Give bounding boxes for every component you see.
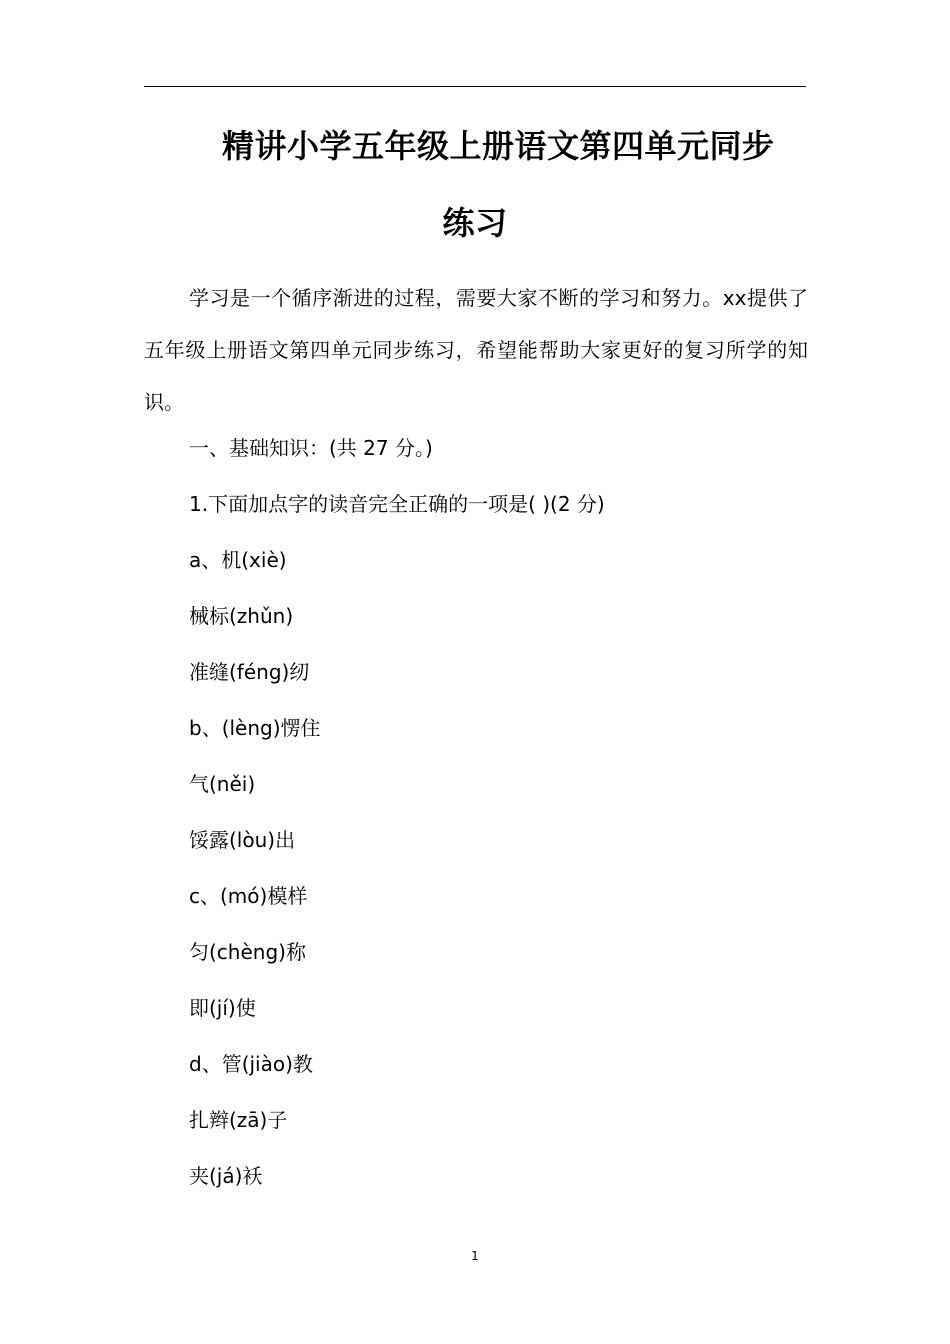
- option-d-line-1: d、管(jiào)教: [189, 1052, 313, 1076]
- option-a-line-3: 准缝(féng)纫: [189, 660, 310, 684]
- option-c-line-2: 匀(chèng)称: [189, 940, 306, 964]
- option-d-line-3: 夹(já)袄: [189, 1164, 263, 1188]
- document-title-line-2: 练习: [442, 204, 508, 242]
- option-a-line-2: 械标(zhǔn): [189, 604, 294, 628]
- page-number: 1: [471, 1249, 479, 1263]
- option-c-line-1: c、(mó)模样: [189, 884, 308, 908]
- option-b-line-1: b、(lèng)愣住: [189, 716, 321, 740]
- option-d-line-2: 扎辫(zā)子: [189, 1108, 288, 1132]
- option-b-line-3: 馁露(lòu)出: [189, 828, 296, 852]
- option-c-line-3: 即(jí)使: [189, 996, 256, 1020]
- section-heading-basic-knowledge: 一、基础知识：(共 27 分。): [189, 436, 433, 460]
- document-title-line-1: 精讲小学五年级上册语文第四单元同步: [222, 127, 775, 165]
- intro-paragraph: 学习是一个循序渐进的过程，需要大家不断的学习和努力。xx提供了五年级上册语文第四单元同步练习，希望能帮助大家更好的复习所学的知识。: [144, 286, 808, 414]
- header-rule: [144, 86, 806, 87]
- option-a-line-1: a、机(xiè): [189, 548, 287, 572]
- option-b-line-2: 气(něi): [189, 772, 256, 796]
- question-1: 1.下面加点字的读音完全正确的一项是( )(2 分): [189, 492, 605, 516]
